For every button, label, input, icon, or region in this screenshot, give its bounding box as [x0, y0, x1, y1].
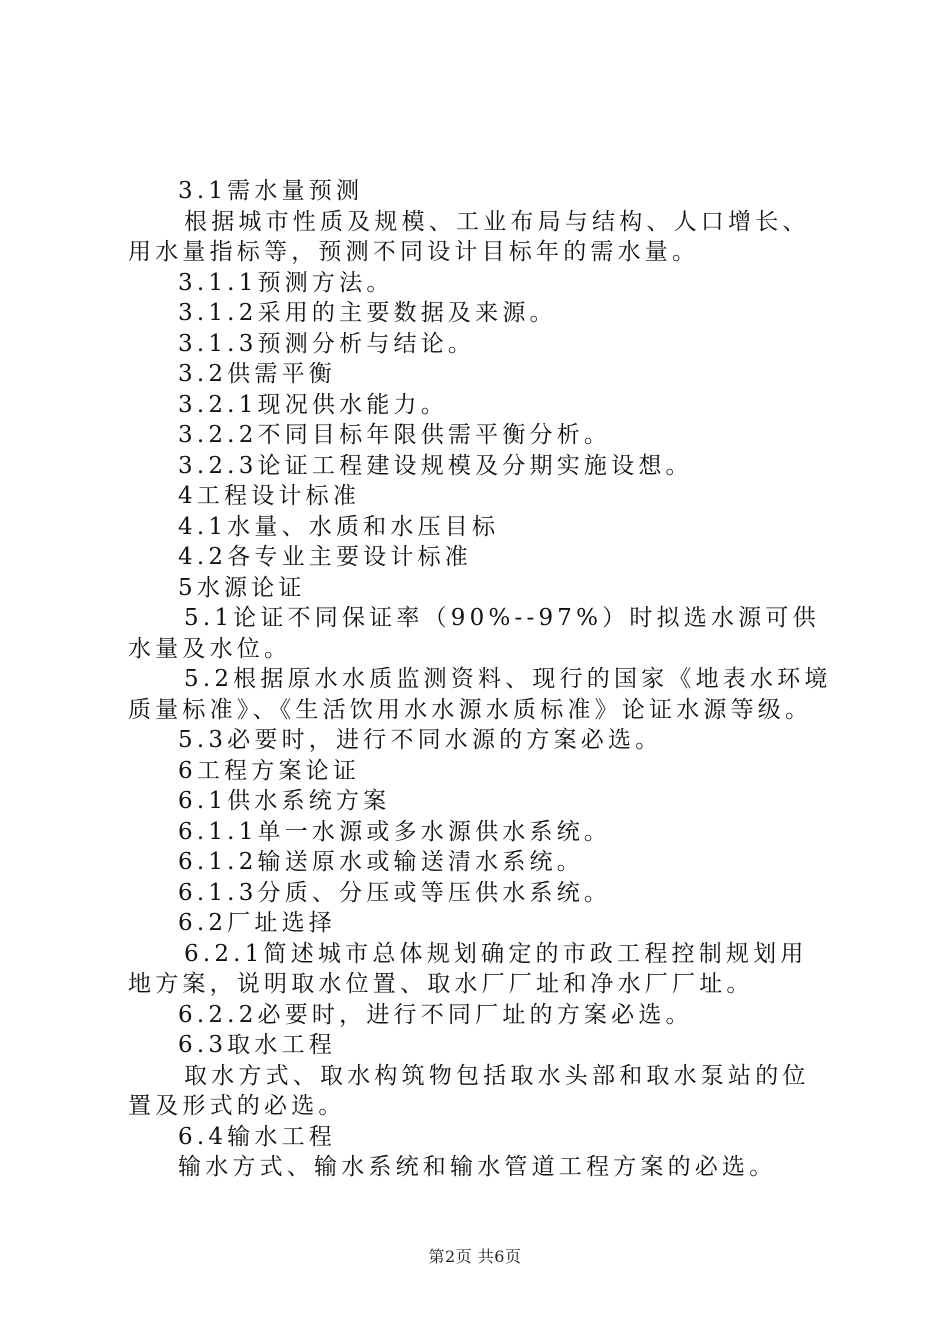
paragraph: 3.1需水量预测	[178, 178, 364, 204]
paragraph: 取水方式、取水构筑物包括取水头部和取水泵站的位置及形式的必选。	[128, 1062, 810, 1119]
paragraph: 6.2.1简述城市总体规划确定的市政工程控制规划用地方案，说明取水位置、取水厂厂址和净水厂厂址。	[128, 940, 808, 997]
paragraph: 3.2供需平衡	[178, 361, 336, 387]
paragraph: 6.1供水系统方案	[178, 788, 391, 814]
paragraph: 6.3取水工程	[178, 1032, 336, 1058]
paragraph: 6.4输水工程	[178, 1123, 336, 1150]
paragraph: 6.1.1单一水源或多水源供水系统。	[178, 818, 612, 845]
document-body	[128, 176, 834, 1183]
paragraph: 3.1.2采用的主要数据及来源。	[178, 300, 557, 326]
paragraph: 根据城市性质及规模、工业布局与结构、人口增长、用水量指标等，预测不同设计目标年的需水量。	[128, 208, 810, 265]
paragraph: 6.2.2必要时，进行不同厂址的方案必选。	[178, 1001, 693, 1028]
paragraph: 6.1.2输送原水或输送清水系统。	[178, 849, 584, 875]
paragraph: 3.1.1预测方法。	[178, 269, 394, 296]
paragraph: 6.2厂址选择	[178, 910, 336, 936]
paragraph: 4.2各专业主要设计标准	[178, 544, 472, 570]
paragraph: 4.1水量、水质和水压目标	[178, 513, 500, 540]
paragraph: 5.1论证不同保证率（90%--97%）时拟选水源可供水量及水位。	[128, 605, 820, 662]
paragraph: 3.1.3预测分析与结论。	[178, 330, 476, 357]
paragraph: 4工程设计标准	[178, 483, 361, 509]
paragraph: 3.2.3论证工程建设规模及分期实施设想。	[178, 452, 693, 479]
paragraph: 3.2.2不同目标年限供需平衡分析。	[178, 422, 612, 448]
paragraph: 6工程方案论证	[178, 757, 361, 784]
paragraph: 输水方式、输水系统和输水管道工程方案的必选。	[178, 1154, 777, 1180]
paragraph: 6.1.3分质、分压或等压供水系统。	[178, 879, 612, 906]
paragraph: 5.3必要时，进行不同水源的方案必选。	[178, 727, 663, 753]
paragraph: 5水源论证	[178, 574, 306, 601]
page-footer: 第2页 共6页	[428, 1247, 522, 1266]
paragraph: 3.2.1现况供水能力。	[178, 391, 448, 418]
paragraph: 5.2根据原水水质监测资料、现行的国家《地表水环境质量标准》、《生活饮用水水源水质标准》论证水源等级。	[128, 666, 832, 723]
